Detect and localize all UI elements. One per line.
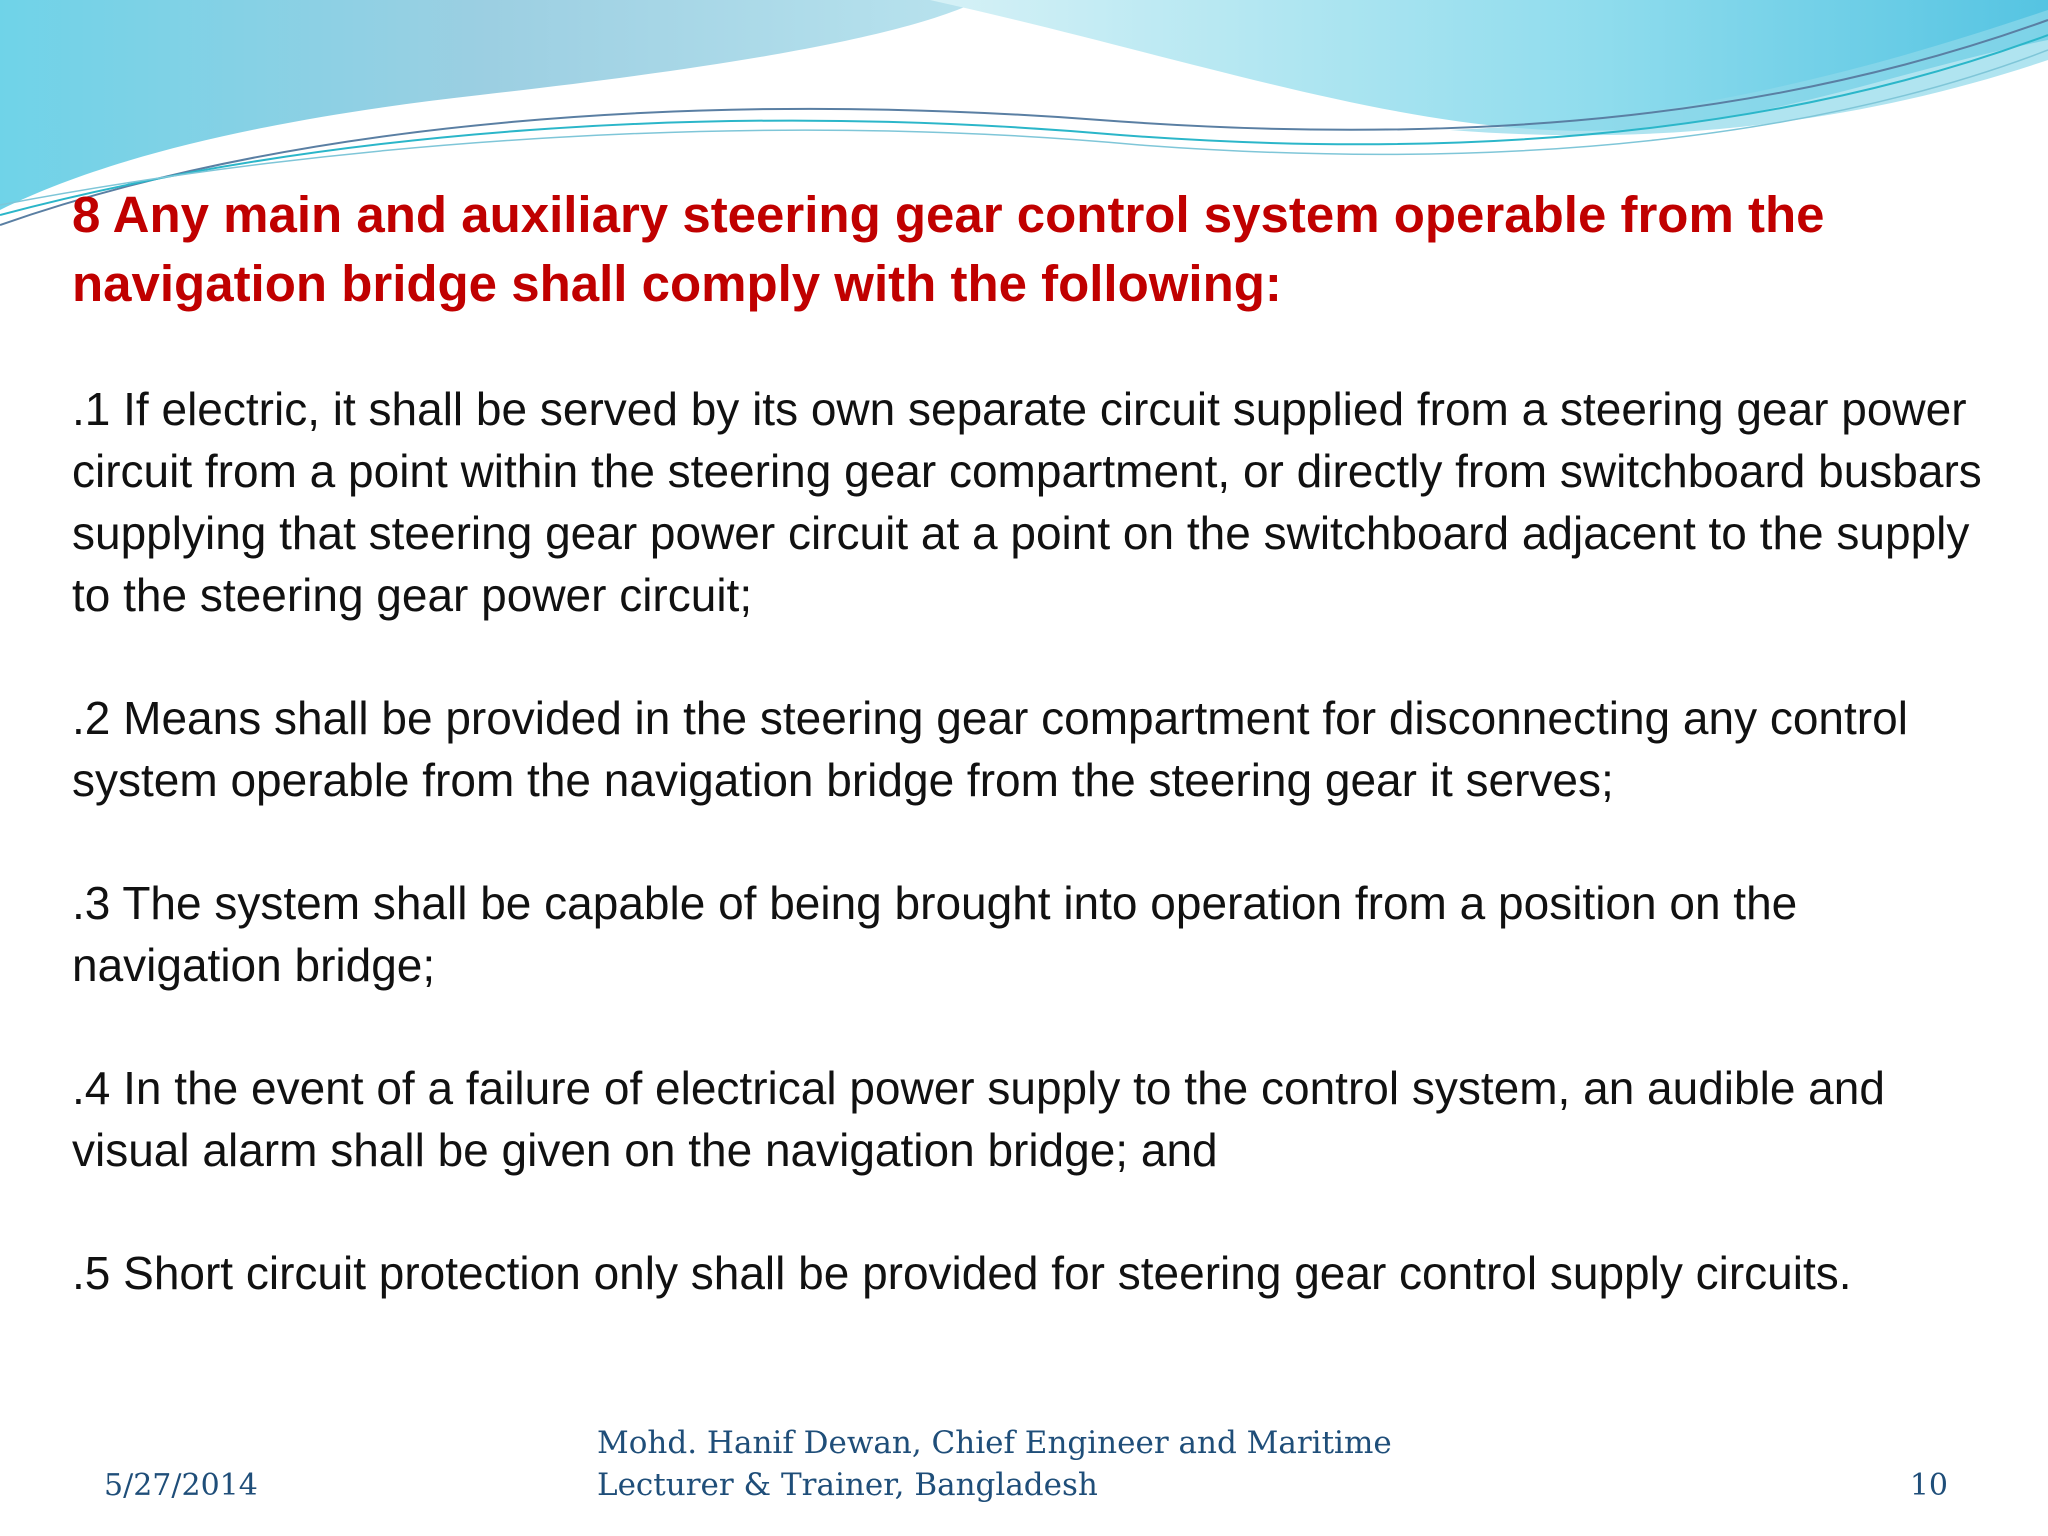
footer-date: 5/27/2014 xyxy=(104,1468,258,1503)
clause-1: .1 If electric, it shall be served by its own separate circuit supplied from a steering gear power circuit from a point within the steering gear compartment, or directly from switchboard busbars supplying that steering gear power circuit at a point on the switchboard adjacent to the supply to the steering gear power circuit; xyxy=(72,383,1982,621)
slide-content xyxy=(72,180,2002,1365)
footer-author: Mohd. Hanif Dewan, Chief Engineer and Maritime Lecturer & Trainer, Bangladesh xyxy=(597,1425,1392,1503)
page-number: 10 xyxy=(1909,1468,1948,1503)
clause-4: .4 In the event of a failure of electrical power supply to the control system, an audible and visual alarm shall be given on the navigation bridge; and xyxy=(72,1062,1885,1176)
clause-2: .2 Means shall be provided in the steering gear compartment for disconnecting any control system operable from the navigation bridge from the steering gear it serves; xyxy=(72,692,1908,806)
clause-3: .3 The system shall be capable of being brought into operation from a position on the navigation bridge; xyxy=(72,877,1798,991)
clause-5: .5 Short circuit protection only shall be provided for steering gear control supply circuits. xyxy=(72,1247,1852,1299)
slide-heading: 8 Any main and auxiliary steering gear control system operable from the navigation bridge shall comply with the following: xyxy=(72,186,1825,312)
